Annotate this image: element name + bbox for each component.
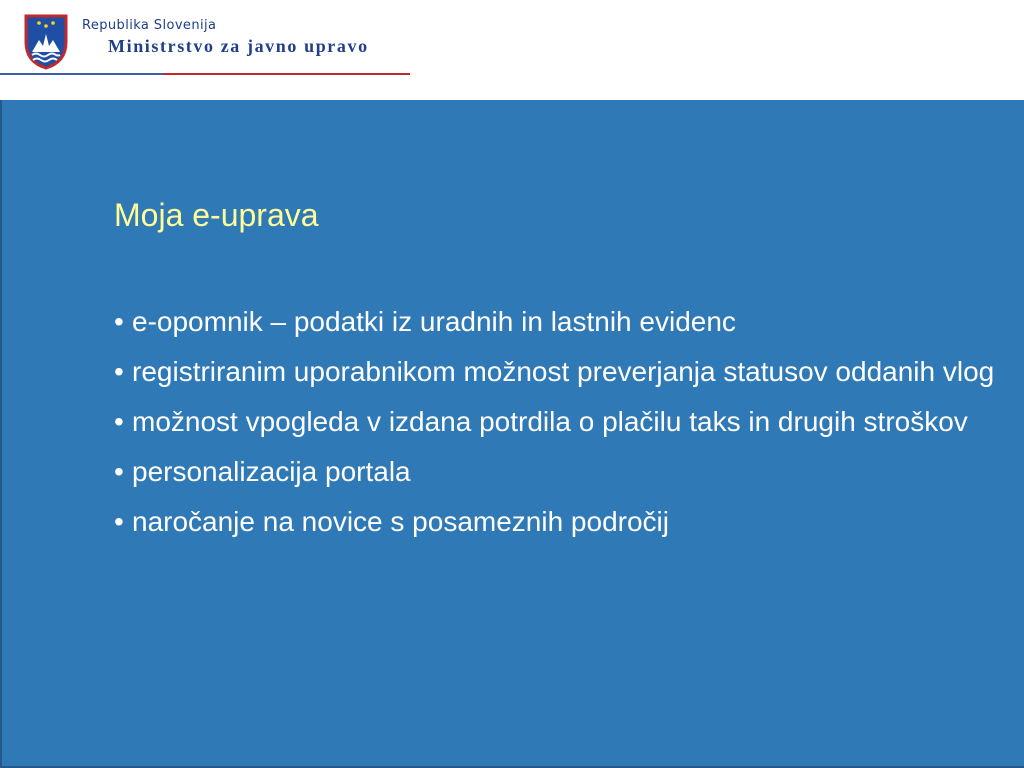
ministry-name: Ministrstvo za javno upravo bbox=[108, 36, 369, 56]
bullet-text: personalizacija portala bbox=[132, 456, 411, 487]
coat-of-arms-icon bbox=[24, 14, 68, 70]
header-rule-blue bbox=[0, 73, 163, 75]
bullet-text: e-opomnik – podatki iz uradnih in lastnih evidenc bbox=[132, 306, 736, 337]
bullet-item bbox=[114, 447, 1022, 497]
bullet-dot: • bbox=[114, 456, 124, 487]
header-rule-red bbox=[163, 73, 410, 75]
bullet-dot: • bbox=[114, 506, 124, 537]
bullet-text: registriranim uporabnikom možnost preverjanja statusov oddanih vlog bbox=[132, 356, 995, 387]
bullet-item bbox=[114, 347, 1022, 397]
republic-name: Republika Slovenija bbox=[82, 18, 217, 33]
slide-title: Moja e-uprava bbox=[114, 197, 319, 233]
bullet-item bbox=[114, 497, 1022, 547]
slide-content bbox=[0, 100, 1024, 768]
bullet-dot: • bbox=[114, 406, 124, 437]
bullet-dot: • bbox=[114, 356, 124, 387]
bullet-list bbox=[114, 297, 1022, 547]
bullet-dot: • bbox=[114, 306, 124, 337]
bullet-text: možnost vpogleda v izdana potrdila o plačilu taks in drugih stroškov bbox=[132, 406, 968, 437]
slide-header bbox=[0, 0, 1024, 100]
bullet-text: naročanje na novice s posameznih področij bbox=[132, 506, 669, 537]
bullet-item bbox=[114, 397, 1022, 447]
bullet-item bbox=[114, 297, 1022, 347]
